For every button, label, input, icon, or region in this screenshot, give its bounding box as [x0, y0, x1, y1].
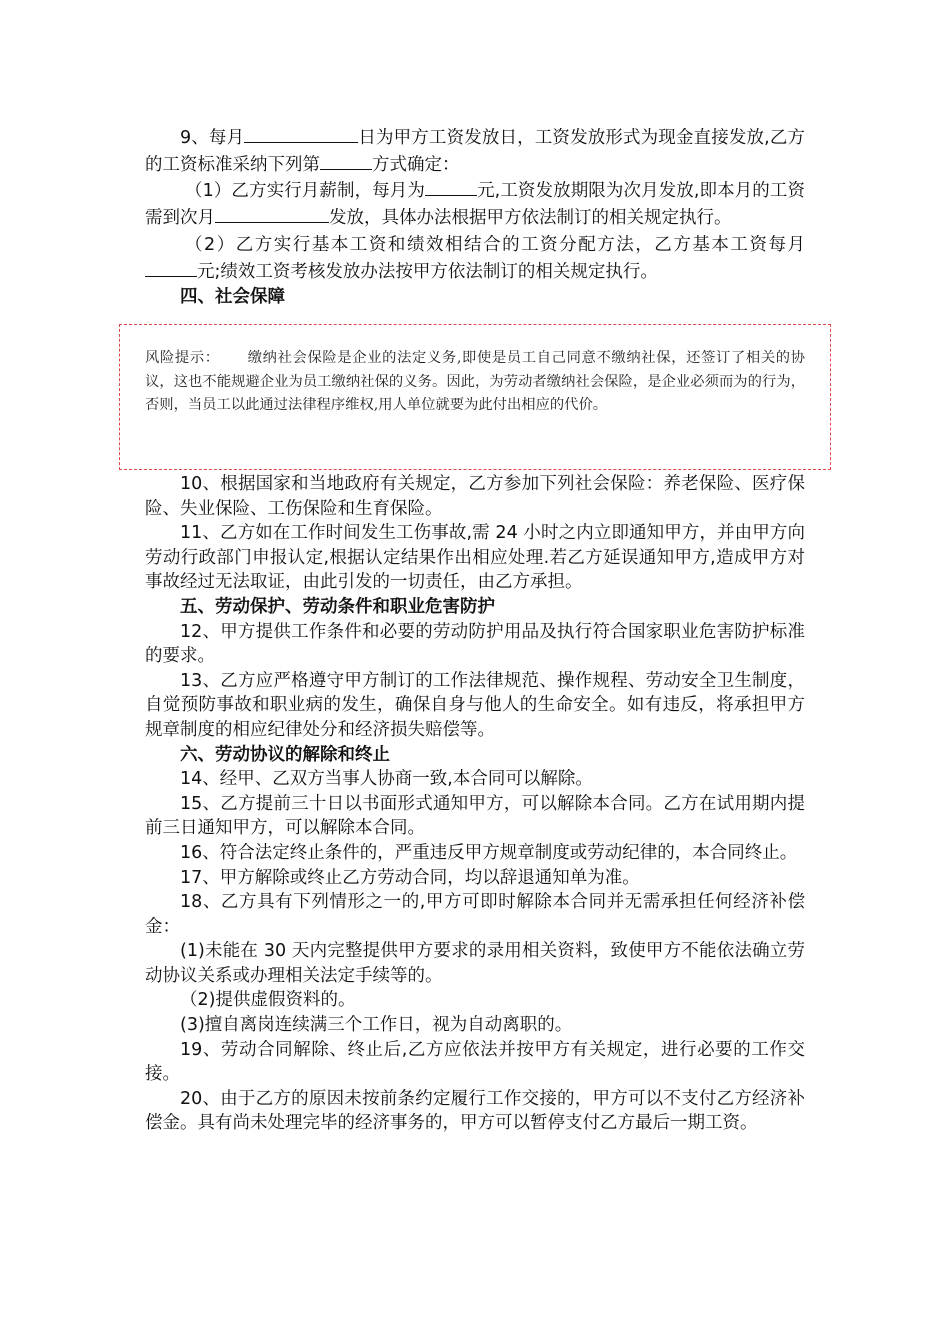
document-lower [145, 472, 805, 1136]
clause-18-2: （2)提供虚假资料的。 [180, 990, 356, 1011]
risk-notice [145, 347, 805, 418]
clause-16: 16、符合法定终止条件的，严重违反甲方规章制度或劳动纪律的，本合同终止。 [180, 842, 798, 863]
clause-9 [145, 124, 805, 177]
clause-13: 13、乙方应严格遵守甲方制订的工作法律规范、操作规程、劳动安全卫生制度，自觉预防事故和职业病的发生，确保自身与他人的生命安全。如有违反，将承担甲方规章制度的相应纪律处分和经济损失赔偿等。 [145, 670, 805, 740]
section-heading-6: 六、劳动协议的解除和终止 [180, 744, 390, 765]
blank-pay-day [244, 124, 358, 143]
section-heading-4: 四、社会保障 [180, 286, 285, 307]
clause-9-2-part-b: 元;绩效工资考核发放办法按甲方依法制订的相关规定执行。 [197, 261, 658, 282]
risk-notice-label: 风险提示： [145, 350, 220, 366]
clause-15: 15、乙方提前三十日以书面形式通知甲方，可以解除本合同。乙方在试用期内提前三日通知甲方，可以解除本合同。 [145, 793, 805, 839]
clause-18: 18、乙方具有下列情形之一的,甲方可即时解除本合同并无需承担任何经济补偿金： [145, 892, 805, 937]
clause-20: 20、由于乙方的原因未按前条约定履行工作交接的，甲方可以不支付乙方经济补偿金。具有尚未处理完毕的经济事务的，甲方可以暂停支付乙方最后一期工资。 [145, 1088, 805, 1134]
clause-18-3: (3)擅自离岗连续满三个工作日，视为自动离职的。 [180, 1015, 573, 1036]
clause-19: 19、劳动合同解除、终止后,乙方应依法并按甲方有关规定，进行必要的工作交接。 [145, 1039, 805, 1085]
clause-12: 12、甲方提供工作条件和必要的劳动防护用品及执行符合国家职业危害防护标准的要求。 [145, 621, 805, 667]
clause-9-1-part-a: （1）乙方实行月薪制，每月为 [185, 181, 425, 202]
blank-method-number [320, 151, 372, 170]
clause-9-part-c: 方式确定： [372, 154, 460, 175]
blank-monthly-salary [425, 177, 477, 196]
clause-10: 10、根据国家和当地政府有关规定，乙方参加下列社会保险：养老保险、医疗保险、失业保险、工伤保险和生育保险。 [145, 474, 805, 519]
clause-9-part-b: 日为甲方工资发放日，工资发放形式为现金直接发放,乙方的工资标准采纳下列第 [145, 128, 806, 175]
clause-17: 17、甲方解除或终止乙方劳动合同，均以辞退通知单为准。 [180, 867, 640, 888]
section-heading-5: 五、劳动保护、劳动条件和职业危害防护 [180, 596, 495, 617]
clause-9-1-part-b: 元,工资发放期限为次月发放,即本月的工资需到次月 [145, 181, 805, 228]
clause-9-part-a: 9、每月 [180, 128, 245, 148]
clause-9-2-part-a: （2）乙方实行基本工资和绩效相结合的工资分配方法，乙方基本工资每月 [185, 235, 805, 256]
clause-9-2 [145, 233, 805, 284]
clause-14: 14、经甲、乙双方当事人协商一致,本合同可以解除。 [180, 769, 593, 790]
clause-18-1: (1)未能在 30 天内完整提供甲方要求的录用相关资料，致使甲方不能依法确立劳动协议关系或办理相关法定手续等的。 [145, 941, 805, 986]
clause-9-1-part-c: 发放，具体办法根据甲方依法制订的相关规定执行。 [329, 207, 732, 228]
blank-next-month-day [215, 204, 329, 223]
clause-11: 11、乙方如在工作时间发生工伤事故,需 24 小时之内立即通知甲方，并由甲方向劳动行政部门申报认定,根据认定结果作出相应处理.若乙方延误通知甲方,造成甲方对事故经过无法取证，由此引发的一切责任，由乙方承担。 [145, 523, 805, 593]
risk-notice-text: 缴纳社会保险是企业的法定义务,即使是员工自己同意不缴纳社保，还签订了相关的协议，这也不能规避企业为员工缴纳社保的义务。因此，为劳动者缴纳社会保险，是企业必须而为的行为，否则，当员工以此通过法律程序维权,用人单位就要为此付出相应的代价。 [145, 350, 806, 413]
document-upper [145, 124, 805, 309]
blank-base-salary [145, 258, 197, 277]
clause-9-1 [145, 177, 805, 230]
